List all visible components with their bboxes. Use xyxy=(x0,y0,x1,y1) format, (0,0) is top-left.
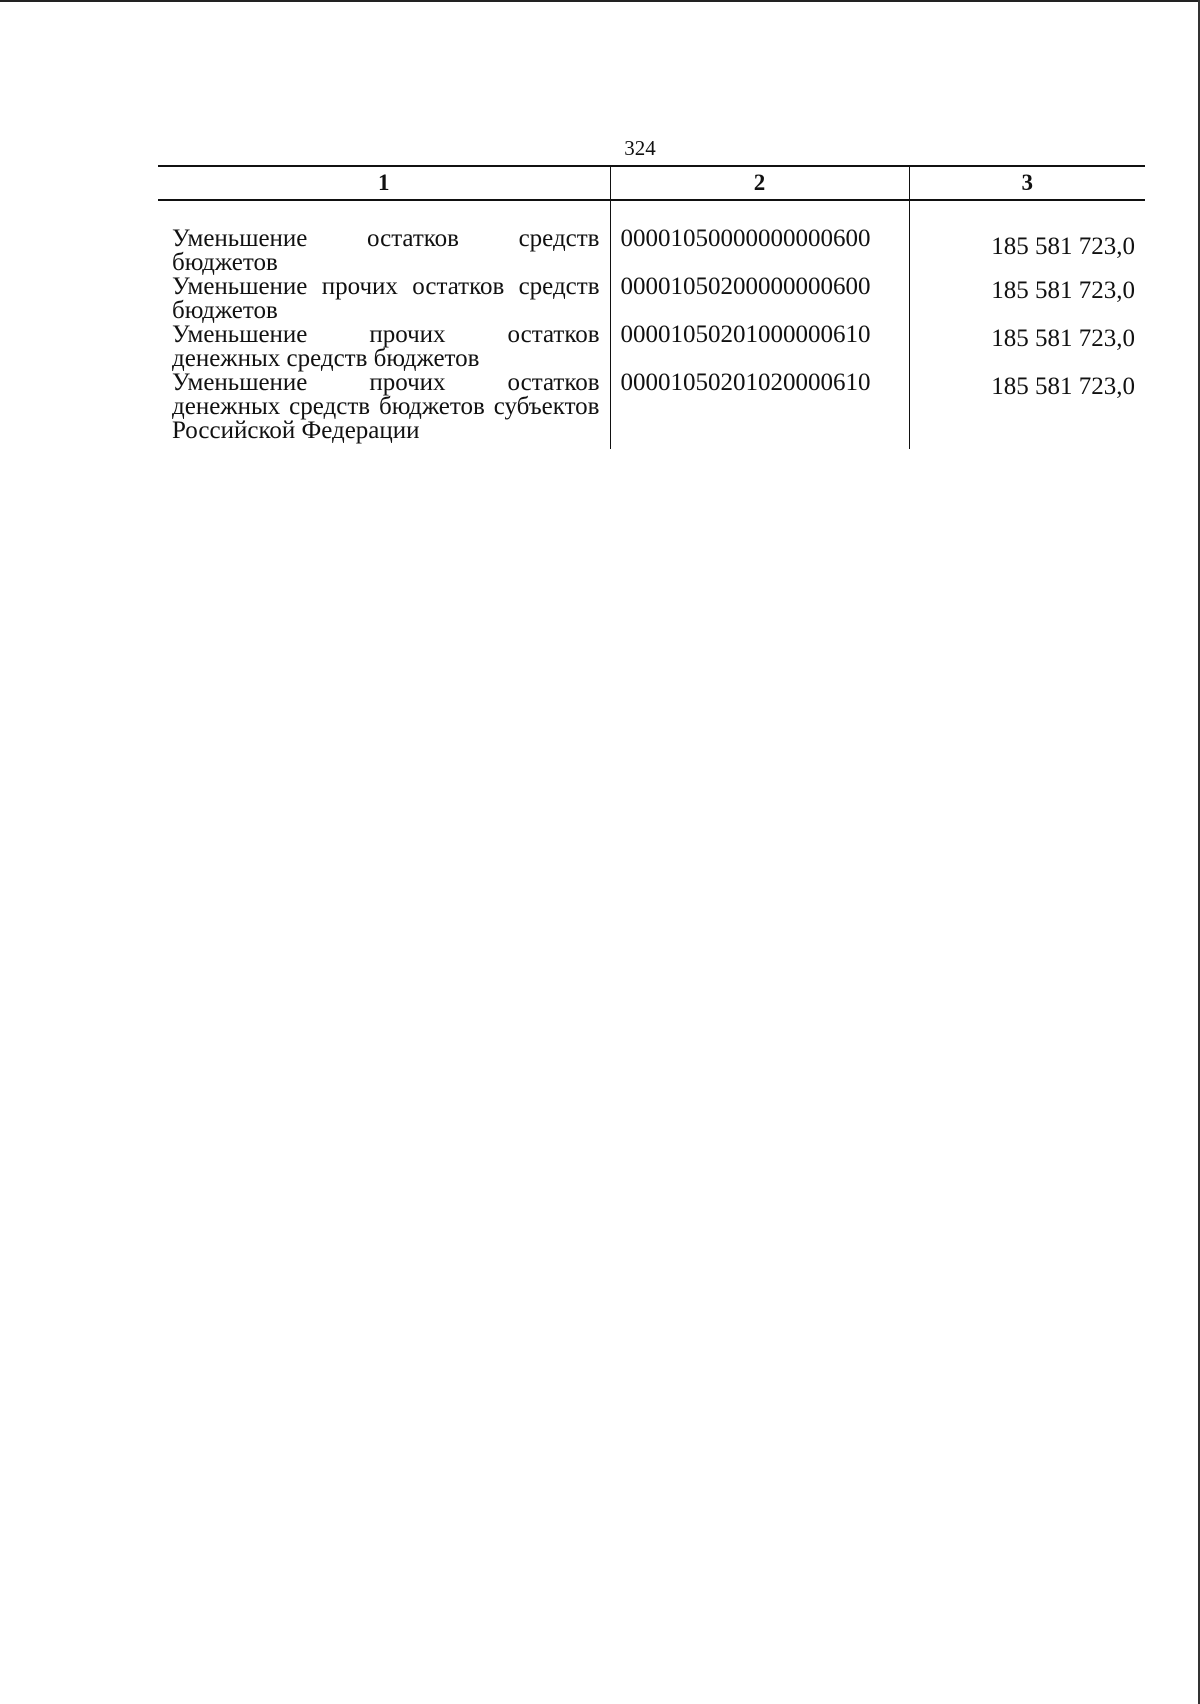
row-amount: 185 581 723,0 xyxy=(991,233,1135,260)
table-header-row xyxy=(158,166,1145,200)
row-description: Уменьшение прочих остатков средств бюджетов xyxy=(172,273,600,324)
row-description: Уменьшение прочих остатков денежных средств бюджетов xyxy=(172,321,600,372)
row-amount-cell xyxy=(909,323,1145,371)
row-amount: 185 581 723,0 xyxy=(991,325,1135,352)
budget-table xyxy=(158,165,1145,449)
table-row xyxy=(158,371,1145,449)
row-amount-cell xyxy=(909,371,1145,449)
column-header-3: 3 xyxy=(909,166,1145,200)
page-border-top xyxy=(0,0,1200,2)
row-amount: 185 581 723,0 xyxy=(991,373,1135,400)
row-code: 00001050200000000600 xyxy=(610,275,909,323)
row-description: Уменьшение прочих остатков денежных средств бюджетов субъектов Российской Федерации xyxy=(172,369,600,444)
row-amount-cell xyxy=(909,275,1145,323)
page-number: 324 xyxy=(624,136,656,160)
row-code: 00001050201020000610 xyxy=(610,371,909,449)
table-row xyxy=(158,323,1145,371)
row-amount: 185 581 723,0 xyxy=(991,277,1135,304)
column-header-1: 1 xyxy=(158,166,610,200)
table-row xyxy=(158,275,1145,323)
column-header-2: 2 xyxy=(610,166,909,200)
row-description: Уменьшение остатков средств бюджетов xyxy=(172,225,600,276)
row-amount-cell xyxy=(909,200,1145,275)
row-code: 00001050000000000600 xyxy=(610,200,909,275)
row-code: 00001050201000000610 xyxy=(610,323,909,371)
table-row xyxy=(158,200,1145,275)
